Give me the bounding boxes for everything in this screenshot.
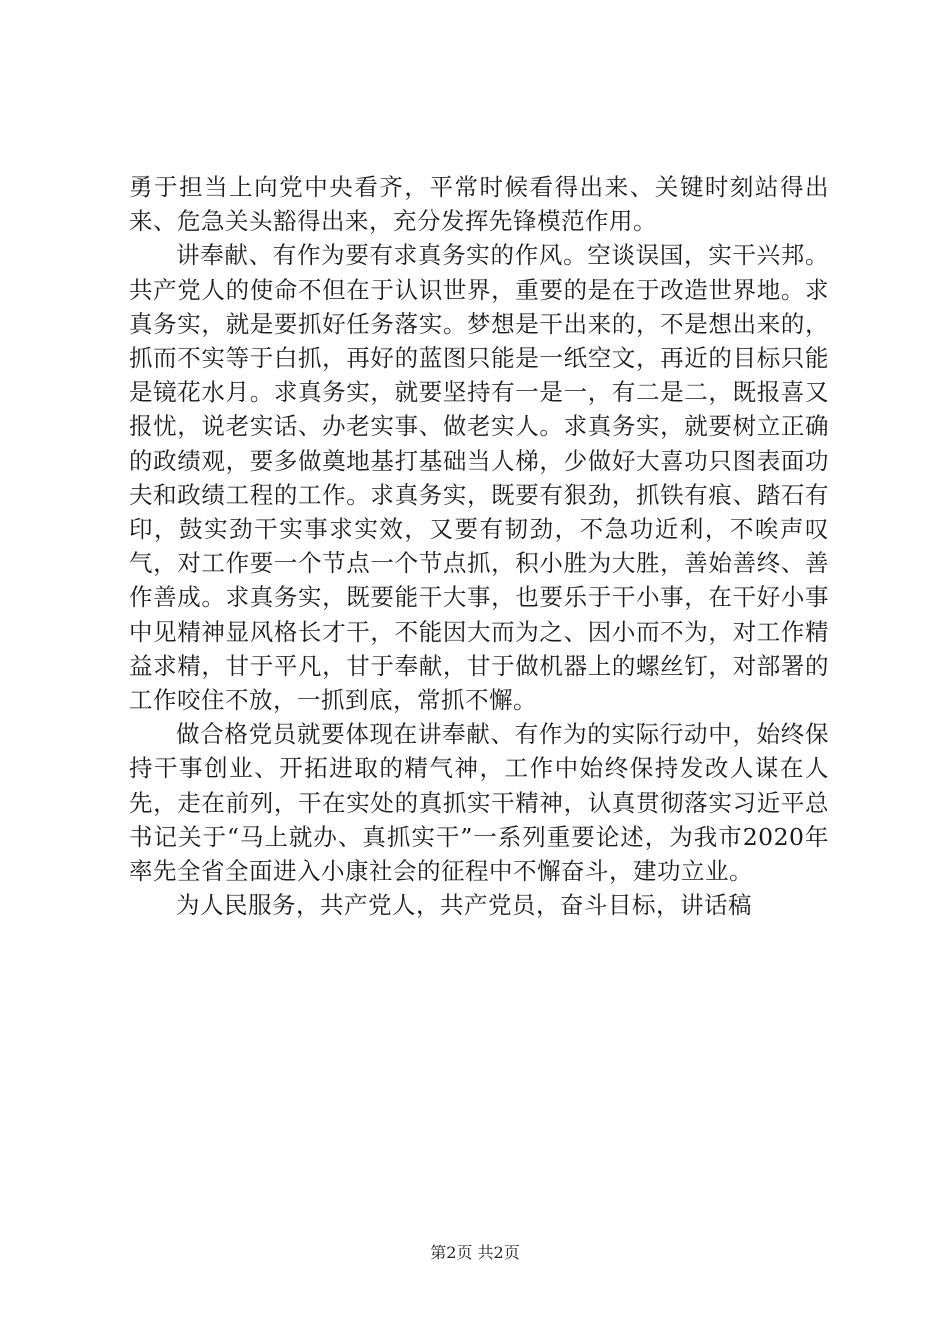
document-body: [129, 170, 829, 922]
paragraph-continuation: 勇于担当上向党中央看齐，平常时候看得出来、关键时刻站得出来、危急关头豁得出来，充分发挥先锋模范作用。: [129, 173, 829, 236]
paragraph-keywords: 为人民服务，共产党人，共产党员，奋斗目标，讲话稿: [176, 891, 752, 920]
paragraph-pragmatism: 讲奉献、有作为要有求真务实的作风。空谈误国，实干兴邦。共产党人的使命不但在于认识世界，重要的是在于改造世界地。求真务实，就是要抓好任务落实。梦想是干出来的，不是想出来的，抓而不实等于白抓，再好的蓝图只能是一纸空文，再近的目标只能是镜花水月。求真务实，就要坚持有一是一，有二是二，既报喜又报忧，说老实话、办老实事、做老实人。求真务实，就要树立正确的政绩观，要多做奠地基打基础当人梯，少做好大喜功只图表面功夫和政绩工程的工作。求真务实，既要有狠劲，抓铁有痕、踏石有印，鼓实劲干实事求实效，又要有韧劲，不急功近利，不唉声叹气，对工作要一个节点一个节点抓，积小胜为大胜，善始善终、善作善成。求真务实，既要能干大事，也要乐于干小事，在干好小事中见精神显风格长才干，不能因大而为之、因小而不为，对工作精益求精，甘于平凡，甘于奉献，甘于做机器上的螺丝钉，对部署的工作咬住不放，一抓到底，常抓不懈。: [129, 241, 829, 715]
page-footer: [0, 1243, 950, 1263]
paragraph-qualified-member: 做合格党员就要体现在讲奉献、有作为的实际行动中，始终保持干事创业、开拓进取的精气神，工作中始终保持发改人谋在人先，走在前列，干在实处的真抓实干精神，认真贯彻落实习近平总书记关于“马上就办、真抓实干”一系列重要论述，为我市2020年率先全省全面进入小康社会的征程中不懈奋斗，建功立业。: [129, 720, 829, 886]
page-number: 第2页 共2页: [430, 1243, 520, 1262]
